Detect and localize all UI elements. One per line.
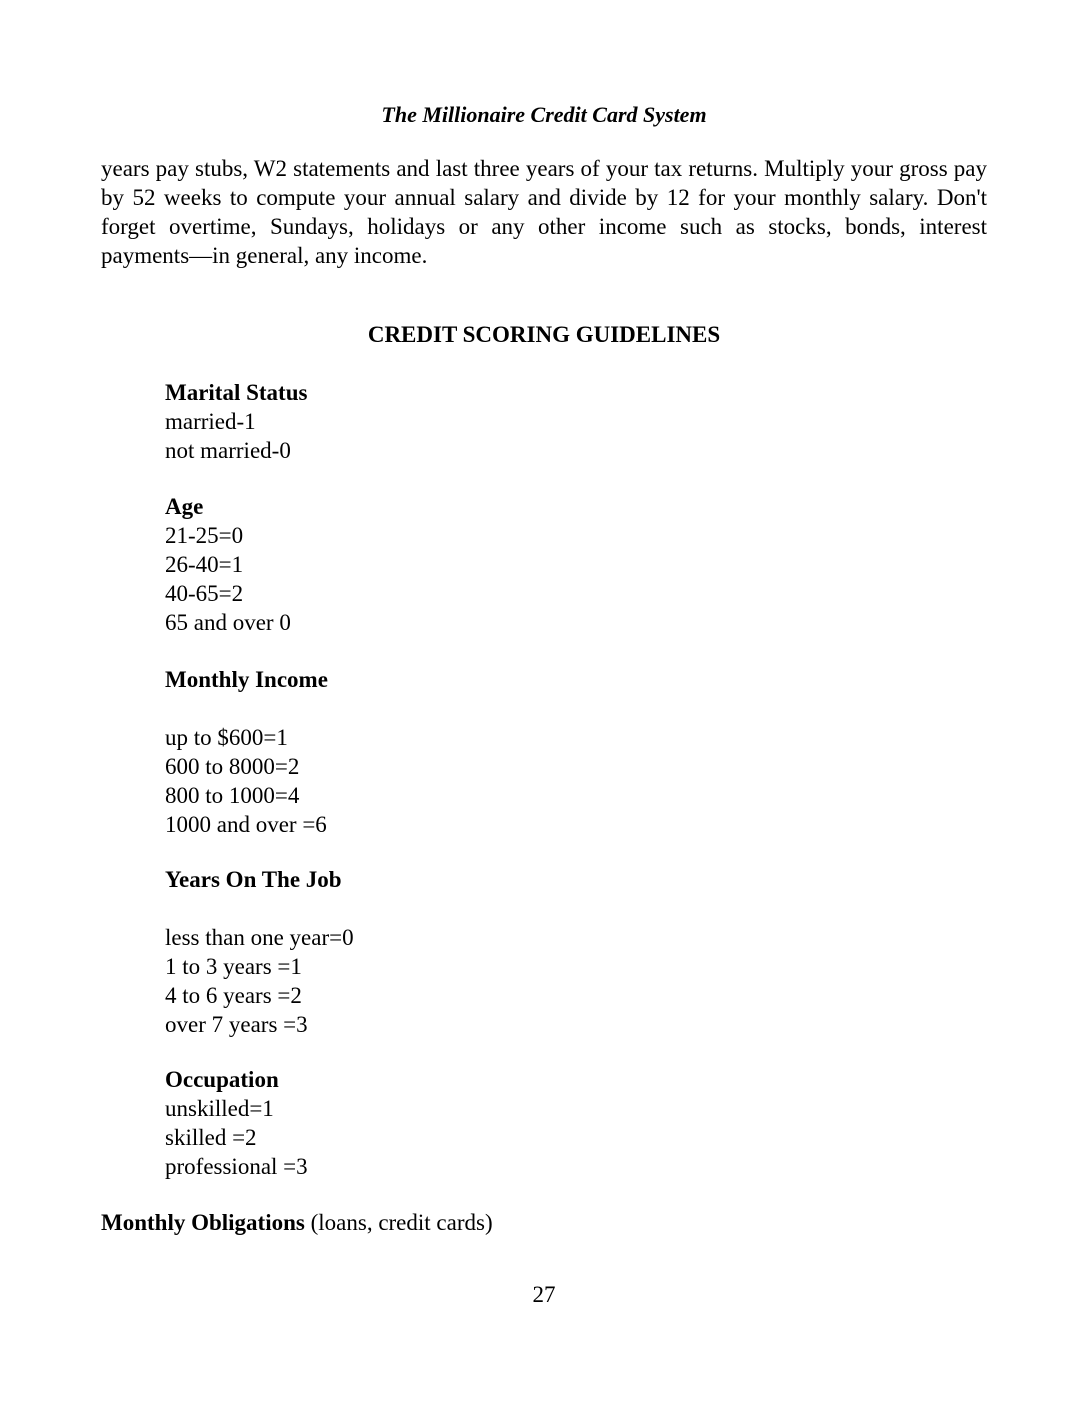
category-item: skilled =2: [165, 1125, 257, 1150]
category-item: less than one year=0: [165, 925, 354, 950]
category-marital-status: [165, 378, 307, 465]
intro-paragraph: years pay stubs, W2 statements and last three years of your tax returns. Multiply your gross pay by 52 weeks to compute your annual salary and divide by 12 for your monthly salary. Don't forget overtime, Sundays, holidays or any other income such as stocks, bonds, interest payments—in general, any income.: [101, 156, 987, 268]
category-item: over 7 years =3: [165, 1012, 308, 1037]
obligations-note: (loans, credit cards): [310, 1210, 493, 1235]
obligations-heading: Monthly Obligations: [101, 1210, 305, 1235]
category-item: 65 and over 0: [165, 610, 291, 635]
category-item: 21-25=0: [165, 523, 244, 548]
category-item: 1 to 3 years =1: [165, 954, 302, 979]
category-item: professional =3: [165, 1154, 308, 1179]
section-title: CREDIT SCORING GUIDELINES: [367, 322, 721, 347]
running-header-title: The Millionaire Credit Card System: [381, 102, 707, 127]
category-heading: Monthly Income: [165, 667, 328, 692]
category-item: 4 to 6 years =2: [165, 983, 302, 1008]
category-item: 600 to 8000=2: [165, 754, 300, 779]
category-age: [165, 492, 291, 637]
category-heading: Occupation: [165, 1067, 279, 1092]
category-heading: Years On The Job: [165, 867, 342, 892]
category-heading: Age: [165, 494, 204, 519]
category-item: 1000 and over =6: [165, 812, 327, 837]
category-item: not married-0: [165, 438, 291, 463]
category-item: 40-65=2: [165, 581, 244, 606]
category-item: up to $600=1: [165, 725, 288, 750]
category-item: 26-40=1: [165, 552, 244, 577]
category-years-on-job: [165, 865, 354, 1039]
category-heading: Marital Status: [165, 380, 308, 405]
category-monthly-income: [165, 665, 328, 839]
category-occupation: [165, 1065, 308, 1181]
page-number: 27: [532, 1282, 556, 1307]
category-item: 800 to 1000=4: [165, 783, 300, 808]
category-item: married-1: [165, 409, 256, 434]
category-item: unskilled=1: [165, 1096, 274, 1121]
monthly-obligations: [101, 1208, 493, 1237]
